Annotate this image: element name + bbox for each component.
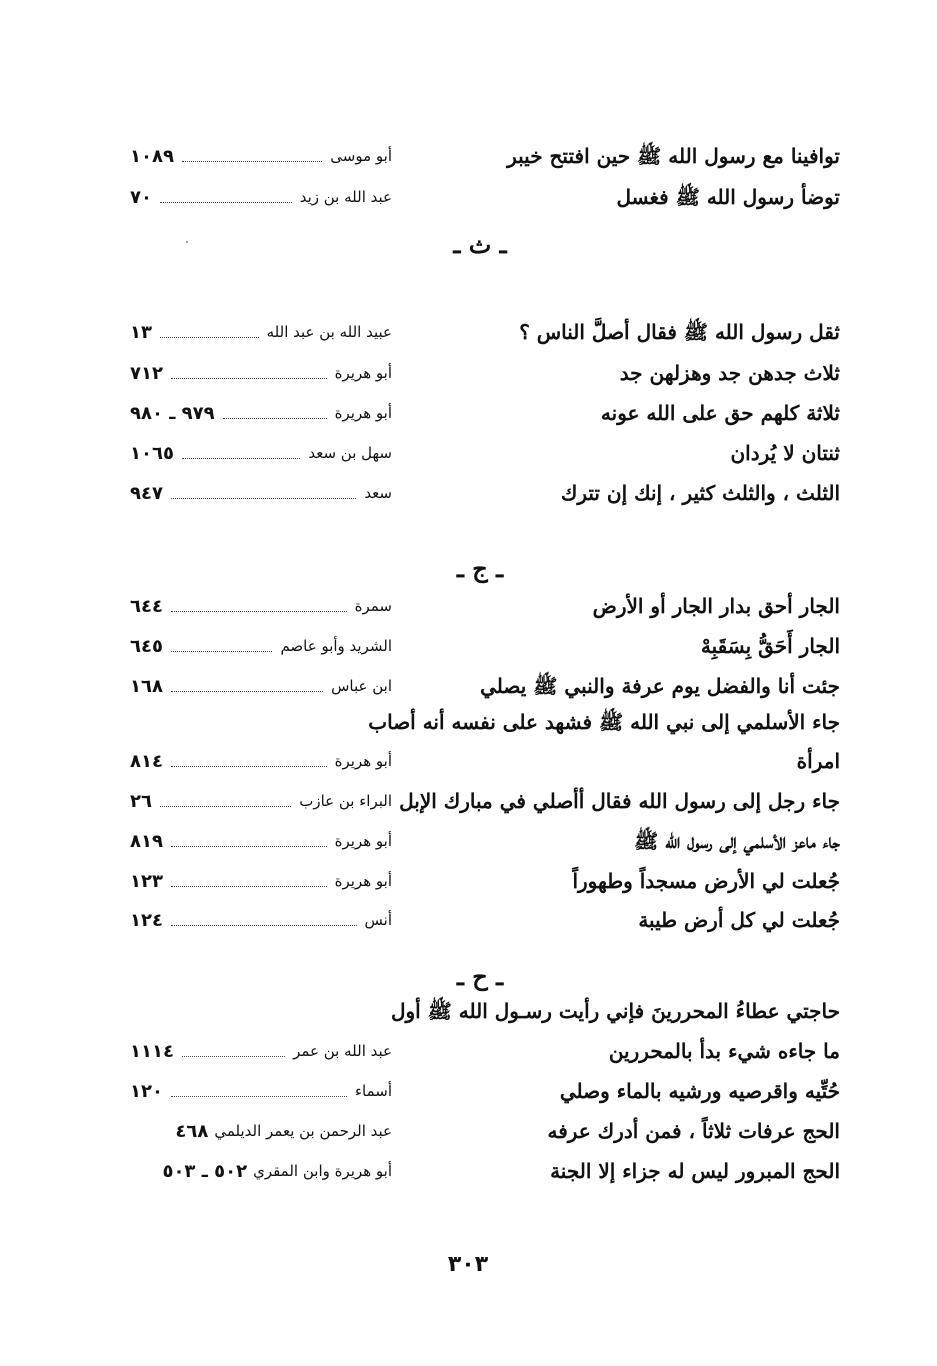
index-entry	[130, 313, 840, 351]
hadith-number: ٧١٢	[130, 362, 163, 384]
hadith-number: ٩٧٩ ـ ٩٨٠	[130, 402, 215, 424]
section-heading-jim: ـ ج ـ	[456, 554, 504, 583]
narrator-name: عبد الرحمن بن يعمر الديلمي	[214, 1122, 392, 1140]
narrator-name: أبو موسى	[330, 147, 392, 165]
hadith-number: ٦٤٥	[130, 635, 163, 657]
index-entry	[130, 901, 840, 939]
reference	[130, 1112, 392, 1150]
index-entry	[130, 627, 840, 665]
index-entry	[130, 434, 840, 472]
reference	[130, 587, 392, 625]
reference	[130, 1032, 392, 1070]
hadith-text: جاء ماعز الأسلمي إلى رسول الله ﷺ	[634, 829, 840, 853]
hadith-number: ٨١٩	[130, 830, 163, 852]
narrator-name: سمرة	[354, 597, 392, 615]
dot-leader	[160, 202, 292, 203]
narrator-name: ابن عباس	[331, 677, 392, 695]
hadith-number: ١٠٨٩	[130, 145, 174, 167]
reference	[130, 354, 392, 392]
index-entry	[130, 862, 840, 900]
dot-leader	[171, 498, 356, 499]
hadith-text: جاء رجل إلى رسول الله فقال أأصلي في مبارك الإبل	[399, 789, 840, 813]
reference	[130, 474, 392, 512]
hadith-text: الحج المبرور ليس له جزاء إلا الجنة	[550, 1159, 840, 1183]
hadith-text: ثلاثة كلهم حق على الله عونه	[600, 401, 840, 425]
reference	[130, 901, 392, 939]
hadith-number: ٢٦	[130, 790, 152, 812]
index-entry	[130, 667, 840, 705]
section-heading-ha: ـ ح ـ	[456, 962, 504, 991]
index-entry	[130, 1032, 840, 1070]
hadith-text: حُتِّيه واقرصيه ورشيه بالماء وصلي	[559, 1079, 840, 1103]
reference	[130, 178, 392, 216]
dot-leader	[223, 418, 327, 419]
reference	[130, 782, 392, 820]
reference	[130, 313, 392, 351]
hadith-number: ٦٤٤	[130, 595, 163, 617]
narrator-name: أبو هريرة	[334, 872, 392, 890]
narrator-name: أبو هريرة	[334, 364, 392, 382]
hadith-number: ٩٤٧	[130, 482, 163, 504]
hadith-number: ٧٠	[130, 186, 152, 208]
hadith-text: جُعلت لي كل أرض طيبة	[638, 908, 840, 932]
narrator-name: عبيد الله بن عبد الله	[266, 323, 392, 341]
dot-leader	[182, 161, 322, 162]
hadith-number: ١٢٠	[130, 1080, 163, 1102]
narrator-name: سهل بن سعد	[308, 444, 392, 462]
dot-leader	[171, 691, 323, 692]
narrator-name: أبو هريرة	[334, 832, 392, 850]
dot-leader	[171, 378, 327, 379]
dot-leader	[171, 886, 327, 887]
index-entry	[130, 1112, 840, 1150]
hadith-text: الثلث ، والثلث كثير ، إنك إن تترك	[560, 481, 840, 505]
index-entry	[130, 474, 840, 512]
hadith-text: ثقل رسول الله ﷺ فقال أصلَّ الناس ؟	[519, 320, 840, 344]
hadith-number: ١١١٤	[130, 1040, 174, 1062]
reference	[130, 137, 392, 175]
hadith-text: ثلاث جدهن جد وهزلهن جد	[619, 361, 840, 385]
hadith-text: الجار أَحَقُّ بِسَقَبِهْ	[700, 634, 840, 658]
dot-leader	[160, 337, 259, 338]
index-entry	[130, 782, 840, 820]
reference	[130, 667, 392, 705]
reference	[130, 1072, 392, 1110]
narrator-name: الشريد وأبو عاصم	[280, 637, 392, 655]
hadith-text: الجار أحق بدار الجار أو الأرض	[592, 594, 840, 618]
narrator-name: أنس	[364, 911, 392, 929]
stray-mark	[186, 241, 188, 243]
hadith-text: توافينا مع رسول الله ﷺ حين افتتح خيبر	[507, 144, 840, 168]
hadith-text: ما جاءه شيء بدأ بالمحررين	[608, 1039, 840, 1063]
hadith-number: ١٢٤	[130, 909, 163, 931]
hadith-number: ١٦٨	[130, 675, 163, 697]
dot-leader	[182, 458, 300, 459]
dot-leader	[171, 846, 327, 847]
index-entry	[130, 587, 840, 625]
hadith-text: جئت أنا والفضل يوم عرفة والنبي ﷺ يصلي	[480, 674, 840, 698]
reference	[130, 742, 392, 780]
reference	[130, 822, 392, 860]
hadith-text: جُعلت لي الأرض مسجداً وطهوراً	[572, 869, 840, 893]
hadith-number: ٨١٤	[130, 750, 163, 772]
hadith-text: الحج عرفات ثلاثاً ، فمن أدرك عرفه	[547, 1119, 840, 1143]
reference	[130, 394, 392, 432]
hadith-text-continued: حاجتي عطاءُ المحررينَ فإني رأيت رسـول الله ﷺ أول	[390, 999, 840, 1023]
dot-leader	[171, 651, 272, 652]
dot-leader	[171, 1096, 347, 1097]
index-entry	[130, 822, 840, 860]
narrator-name: عبد الله بن عمر	[293, 1042, 392, 1060]
hadith-text: توضأ رسول الله ﷺ فغسل	[616, 185, 840, 209]
dot-leader	[171, 925, 357, 926]
narrator-name: أبو هريرة	[334, 404, 392, 422]
hadith-number: ١٢٣	[130, 870, 163, 892]
dot-leader	[171, 611, 347, 612]
page-number: ٣٠٣	[447, 1252, 489, 1277]
index-entry	[130, 1152, 840, 1190]
hadith-number: ١٣	[130, 321, 152, 343]
hadith-text: ثنتان لا يُردان	[730, 441, 840, 465]
dot-leader	[182, 1056, 285, 1057]
narrator-name: سعد	[364, 484, 392, 502]
hadith-number: ١٠٦٥	[130, 442, 174, 464]
hadith-text-continued: جاء الأسلمي إلى نبي الله ﷺ فشهد على نفسه أنه أصاب	[368, 710, 840, 734]
index-entry	[130, 137, 840, 175]
reference	[130, 1152, 392, 1190]
index-entry	[130, 1072, 840, 1110]
index-entry	[130, 178, 840, 216]
narrator-name: أبو هريرة وابن المقري	[253, 1162, 392, 1180]
reference	[130, 862, 392, 900]
narrator-name: عبد الله بن زيد	[299, 188, 392, 206]
dot-leader	[171, 766, 327, 767]
reference	[130, 627, 392, 665]
hadith-number: ٥٠٢ ـ ٥٠٣	[162, 1160, 248, 1182]
hadith-number: ٤٦٨	[175, 1120, 209, 1142]
narrator-name: البراء بن عازب	[299, 792, 392, 810]
narrator-name: أسماء	[354, 1082, 392, 1100]
section-heading-tha: ـ ث ـ	[453, 230, 507, 259]
dot-leader	[160, 806, 291, 807]
hadith-text: امرأة	[796, 749, 840, 773]
reference	[130, 434, 392, 472]
narrator-name: أبو هريرة	[334, 752, 392, 770]
index-entry	[130, 394, 840, 432]
index-entry	[130, 354, 840, 392]
index-entry	[130, 742, 840, 780]
